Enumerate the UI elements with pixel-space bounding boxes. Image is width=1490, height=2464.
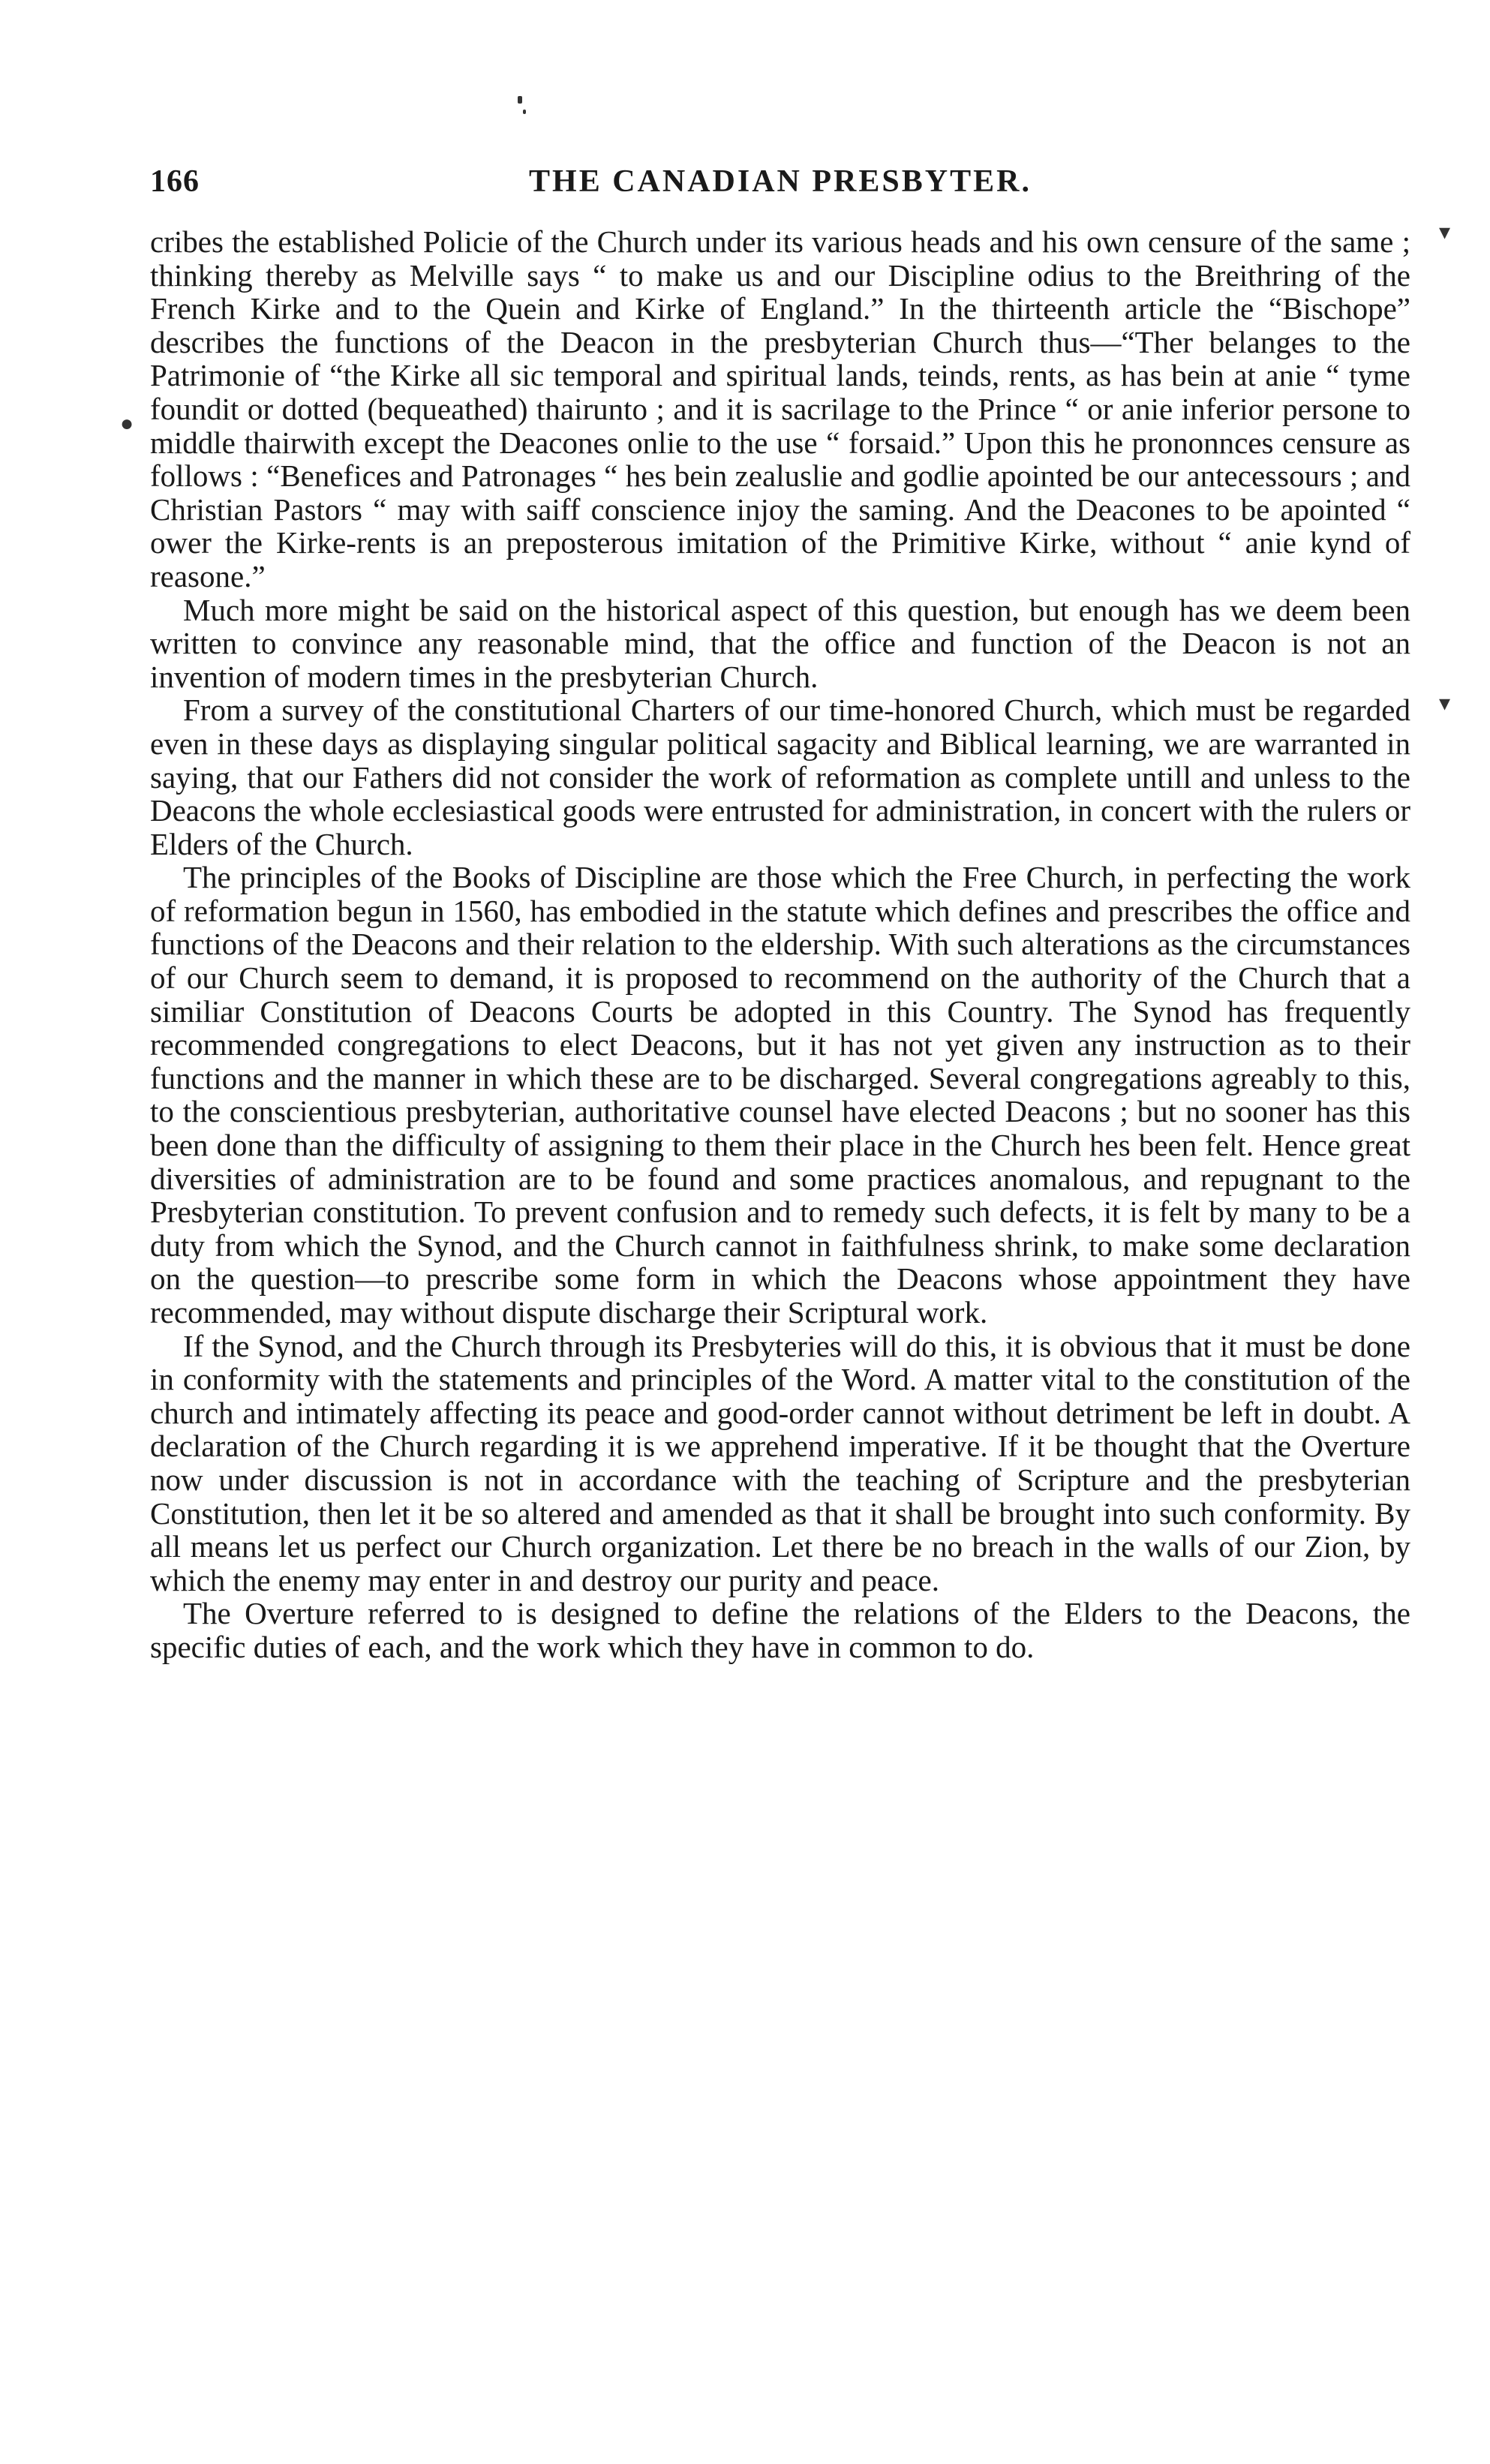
margin-mark-arrow: ▾ [1439,220,1451,245]
paragraph: cribes the established Policie of the Church under its various heads and his own censure of the same ; thinking thereby as Melville says “ to make us and our Discipline odius to the Breithring of the French Kirke and to the Quein and Kirke of England.” In the thirteenth article the “Bischope” describes the functions of the Deacon in the presbyterian Church thus—“Ther belanges to the Patrimonie of “the Kirke all sic temporal and spiritual lands, teinds, rents, as has bein at anie “ tyme foundit or dotted (bequeathed) thairunto ; and it is sacrilage to the Prince “ or anie inferior persone to middle thairwith except the Deacones onlie to the use “ forsaid.” Upon this he prononnces censure as follows : “Benefices and Patronages “ hes bein zealuslie and godlie apointed be our antecessours ; and Christian Pastors “ may with saiff conscience injoy the saming. And the Deacones to be apointed “ ower the Kirke-rents is an preposterous imitation of the Primitive Kirke, without “ anie kynd of reasone.” [150,224,1410,593]
paragraph: The principles of the Books of Discipline are those which the Free Church, in perfecting the work of reformation begun in 1560, has embodied in the statute which defines and prescribes the office and functions of the Deacons and their relation to the eldership. With such alterations as the circumstances of our Church seem to demand, it is proposed to recommend on the authority of the Church that a similiar Constitution of Deacons Courts be adopted in this Country. The Synod has frequently recommended congregations to elect Deacons, but it has not yet given any instruction as to their functions and the manner in which these are to be discharged. Several congregations agreably to this, to the conscientious presbyterian, authoritative counsel have elected Deacons ; but no sooner has this been done than the difficulty of assigning to them their place in the Church hes been felt. Hence great diversities of administration are to be found and some practices anomalous, and repugnant to the Presbyterian constitution. To prevent confusion and to remedy such defects, it is felt by many to be a duty from which the Synod, and the Church cannot in faithfulness shrink, to make some declaration on the question—to prescribe some form in which the Deacons whose appointment they have recommended, may without dispute discharge their Scriptural work. [150,860,1410,1330]
paragraph: From a survey of the constitutional Charters of our time-honored Church, which must be regarded even in these days as displaying singular political sagacity and Biblical learning, we are warranted in saying, that our Fathers did not consider the work of reformation as complete untill and unless to the Deacons the whole ecclesiastical goods were entrusted for administration, in concert with the rulers or Elders of the Church. [150,693,1410,861]
paragraph: Much more might be said on the historical aspect of this question, but enough has we deem been written to convince any reasonable mind, that the office and function of the Deacon is not an invention of modern times in the presbyterian Church. [150,592,1410,694]
paragraph: If the Synod, and the Church through its Presbyteries will do this, it is obvious that it must be done in conformity with the statements and principles of the Word. A matter vital to the constitution of the church and intimately affecting its peace and good-order cannot without detriment be left in doubt. A declaration of the Church regarding it is we apprehend imperative. If it be thought that the Overture now under discussion is not in accordance with the teaching of Scripture and the presbyterian Constitution, then let it be so altered and amended as that it shall be brought into such conformity. By all means let us perfect our Church organization. Let there be no breach in the walls of our Zion, by which the enemy may enter in and destroy our purity and peace. [150,1328,1410,1597]
running-title: THE CANADIAN PRESBYTER. [529,164,1032,199]
scan-speck [518,96,522,104]
scan-speck [523,110,526,114]
margin-mark-arrow: ▾ [1439,691,1451,716]
page-number: 166 [150,164,200,199]
paragraph: The Overture referred to is designed to define the relations of the Elders to the Deacons, the specific duties of each, and the work which they have in common to do. [150,1596,1410,1664]
page-header [150,164,1410,209]
margin-mark-bullet: ● [120,411,134,436]
body-text [150,225,1410,1664]
